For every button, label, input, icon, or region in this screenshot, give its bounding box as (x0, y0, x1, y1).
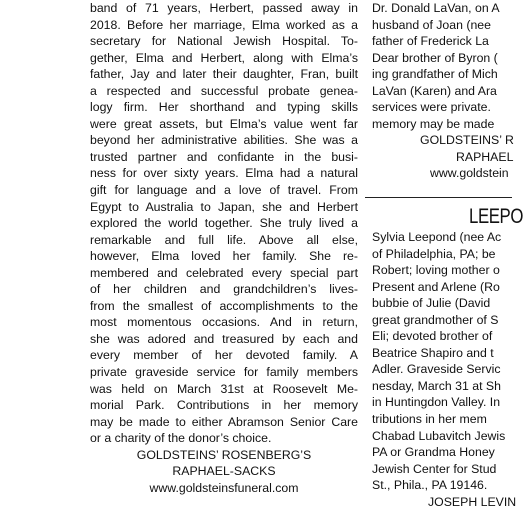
text-line: trusted partner and confidante in the busi- (90, 149, 358, 164)
text-line: ing grandfather of Mich (372, 67, 498, 82)
obituary-column-right-bottom (372, 229, 517, 510)
text-line: father, Jay and later their daughter, Fran, built (90, 67, 358, 82)
text-line: Robert; loving mother o (372, 263, 500, 278)
text-line: was held on March 31st at Roosevelt Me- (90, 381, 358, 396)
text-line: Jewish Center for Stud (372, 461, 497, 476)
obituary-column-right-top (372, 0, 512, 182)
obituary-body-text (90, 0, 358, 447)
obituary-surname-heading: LEEPO (469, 205, 523, 228)
text-line: tributions in her mem (372, 412, 487, 427)
text-line: membered and celebrated every special part (90, 265, 358, 280)
text-line: most momentous occasions. And in return, (90, 315, 358, 330)
text-line: gift for language and a love of travel. From (90, 183, 358, 198)
text-line: in Huntingdon Valley. In (372, 395, 501, 410)
text-line: nesday, March 31 at Sh (372, 378, 501, 393)
text-line: logy firm. Her shorthand and typing skills (90, 100, 358, 115)
text-line: private graveside service for family members (90, 365, 358, 380)
funeral-home-credit-right (372, 132, 512, 182)
text-line: St., Phila., PA 19146. (372, 478, 488, 493)
text-line: LaVan (Karen) and Ara (372, 83, 497, 98)
text-line: husband of Joan (nee (372, 17, 491, 32)
text-line: every member of her devoted family. A (90, 348, 358, 363)
text-line: Sylvia Leepond (nee Ac (372, 230, 502, 244)
text-line: of her children and grandchildren’s lives- (90, 282, 358, 297)
funeral-home-website: www.goldstein (430, 166, 509, 181)
text-line: of Philadelphia, PA; be (372, 246, 496, 261)
text-line: Eli; devoted brother of (372, 329, 493, 344)
text-line: Egypt to Australia to Japan, she and Herbert (90, 199, 358, 214)
funeral-home-name-2: RAPHAEL (456, 149, 514, 164)
funeral-home-credit (90, 447, 358, 497)
text-line: bubbie of Julie (David (372, 296, 491, 311)
text-line: Chabad Lubavitch Jewis (372, 428, 506, 443)
funeral-home-website: www.goldsteinsfuneral.com (149, 480, 299, 495)
text-line: Present and Arlene (Ro (372, 279, 500, 294)
text-line: explored the world together. She truly lived a (90, 216, 358, 231)
text-line: services were private. (372, 100, 491, 115)
text-line: Beatrice Shapiro and t (372, 345, 494, 360)
text-line: may be made to either Abramson Senior Care (90, 414, 358, 429)
text-line: PA or Grandma Honey (372, 445, 495, 460)
obituary-leepond-text (372, 229, 512, 494)
text-line: gether, Elma and Herbert, along with Elma’s (90, 50, 358, 65)
text-line: 2018. Before her marriage, Elma worked as a (90, 17, 358, 32)
section-divider (365, 197, 512, 198)
text-line: ness for over sixty years. Elma had a natural (90, 166, 358, 181)
text-line: secretary for National Jewish Hospital. To- (90, 34, 358, 49)
obituary-column-left (90, 0, 358, 496)
text-line: Dr. Donald LaVan, on A (372, 1, 500, 15)
text-line: remarkable and full life. Above all else, (90, 232, 358, 247)
text-line: great grandmother of S (372, 312, 499, 327)
obituary-lavan-text (372, 0, 512, 132)
text-line: Adler. Graveside Servic (372, 362, 501, 377)
funeral-home-name: GOLDSTEINS’ R (420, 133, 514, 148)
text-line: were great assets, but Elma’s value went far (90, 116, 358, 131)
text-line: father of Frederick La (372, 34, 489, 49)
text-line: beyond her administrative abilities. She was a (90, 133, 358, 148)
text-line: morial Park. Contributions in her memory (90, 398, 358, 413)
text-line: band of 71 years, Herbert, passed away in (90, 1, 358, 15)
funeral-home-name: JOSEPH LEVIN (428, 494, 517, 509)
text-line: Dear brother of Byron ( (372, 50, 498, 65)
text-line: however, Elma loved her family. She re- (90, 249, 358, 264)
text-line: memory may be made (372, 116, 495, 131)
text-line: she was adored and treasured by each and (90, 331, 358, 346)
text-line: or a charity of the donor’s choice. (90, 431, 272, 446)
text-line: from the smallest of accomplishments to the (90, 298, 358, 313)
funeral-home-name: GOLDSTEINS’ ROSENBERG’S (136, 447, 312, 462)
text-line: a respected and successful probate genea- (90, 83, 358, 98)
funeral-home-name-2: RAPHAEL-SACKS (172, 464, 276, 479)
